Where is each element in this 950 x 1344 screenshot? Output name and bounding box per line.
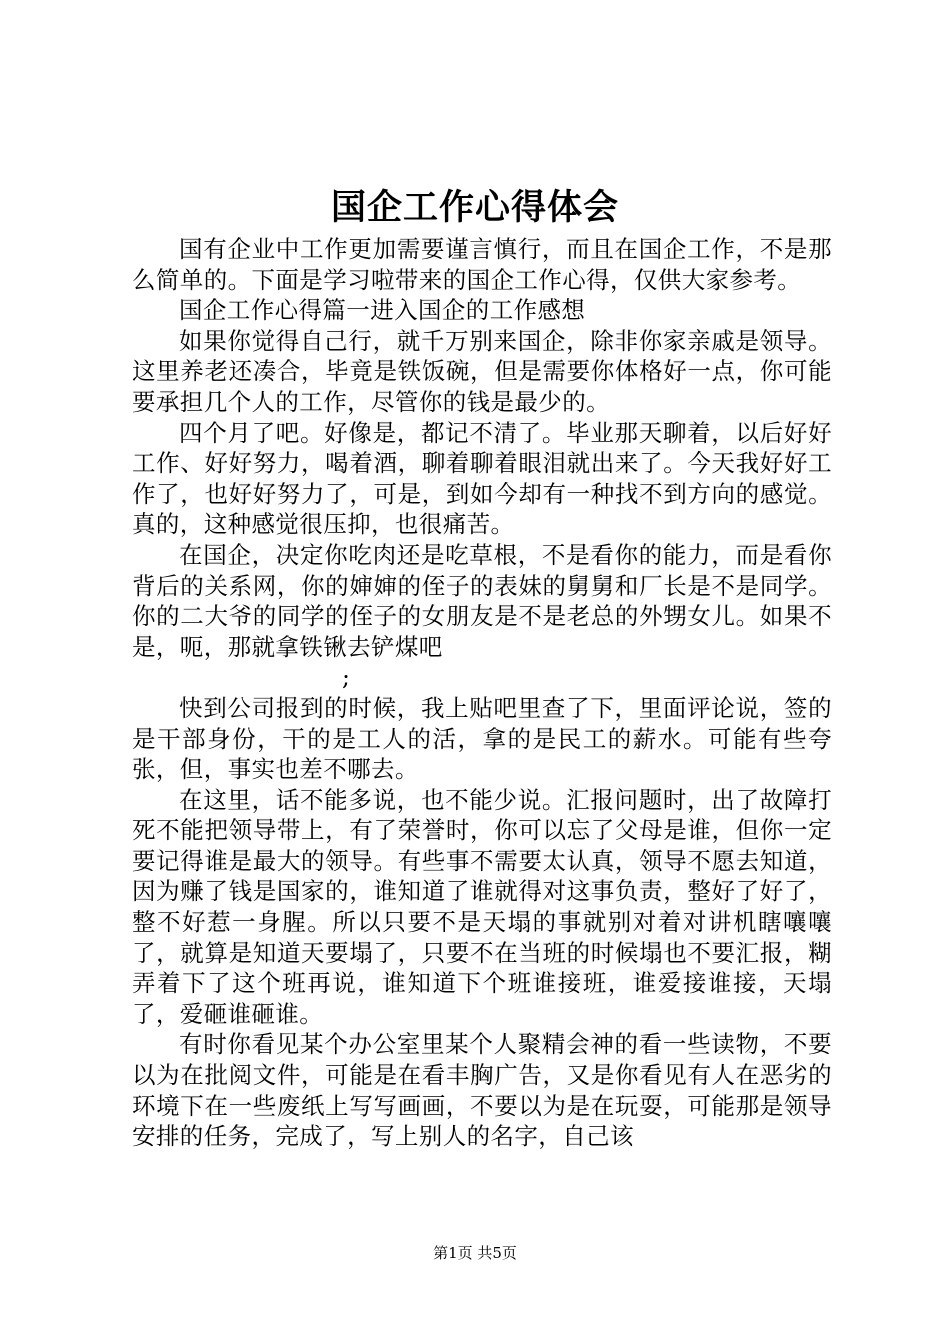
paragraph-intro: 国有企业中工作更加需要谨言慎行，而且在国企工作，不是那么简单的。下面是学习啦带来的国企工作心得，仅供大家参考。 bbox=[132, 235, 832, 294]
document-title: 国企工作心得体会 bbox=[330, 187, 619, 228]
paragraph: 如果你觉得自己行，就千万别来国企，除非你家亲戚是领导。这里养老还凑合，毕竟是铁饭碗，但是需要你体格好一点，你可能要承担几个人的工作，尽管你的钱是最少的。 bbox=[132, 326, 832, 416]
paragraph: 四个月了吧。好像是，都记不清了。毕业那天聊着，以后好好工作、好好努力，喝着酒，聊着聊着眼泪就出来了。今天我好好工作了，也好好努力了，可是，到如今却有一种找不到方向的感觉。真的，这种感觉很压抑，也很痛苦。 bbox=[132, 418, 832, 539]
paragraph: 在这里，话不能多说，也不能少说。汇报问题时，出了故障打死不能把领导带上，有了荣誉时，你可以忘了父母是谁，但你一定要记得谁是最大的领导。有些事不需要太认真，领导不愿去知道，因为赚了钱是国家的，谁知道了谁就得对这事负责，整好了好了，整不好惹一身腥。所以只要不是天塌的事就别对着对讲机瞎嚷嚷了，就算是知道天要塌了，只要不在当班的时候塌也不要汇报，糊弄着下了这个班再说，谁知道下个班谁接班，谁爱接谁接，天塌了，爱砸谁砸谁。 bbox=[132, 785, 832, 1028]
document-body bbox=[132, 234, 832, 1152]
paragraph-semicolon-line: ; bbox=[342, 663, 351, 692]
paragraph: 在国企，决定你吃肉还是吃草根，不是看你的能力，而是看你背后的关系网，你的婶婶的侄子的表妹的舅舅和厂长是不是同学。你的二大爷的同学的侄子的女朋友是不是老总的外甥女儿。如果不是，呃，那就拿铁锹去铲煤吧 bbox=[132, 540, 832, 661]
page-footer: 第1页 共5页 bbox=[433, 1244, 517, 1262]
paragraph: 快到公司报到的时候，我上贴吧里查了下，里面评论说，签的是干部身份，干的是工人的活，拿的是民工的薪水。可能有些夸张，但，事实也差不哪去。 bbox=[132, 693, 832, 784]
paragraph-section-heading: 国企工作心得篇一进入国企的工作感想 bbox=[179, 296, 586, 325]
paragraph: 有时你看见某个办公室里某个人聚精会神的看一些读物，不要以为在批阅文件，可能是在看丰胸广告，又是你看见有人在恶劣的环境下在一些废纸上写写画画，不要以为是在玩耍，可能那是领导安排的任务，完成了，写上别人的名字，自己该 bbox=[132, 1030, 832, 1151]
